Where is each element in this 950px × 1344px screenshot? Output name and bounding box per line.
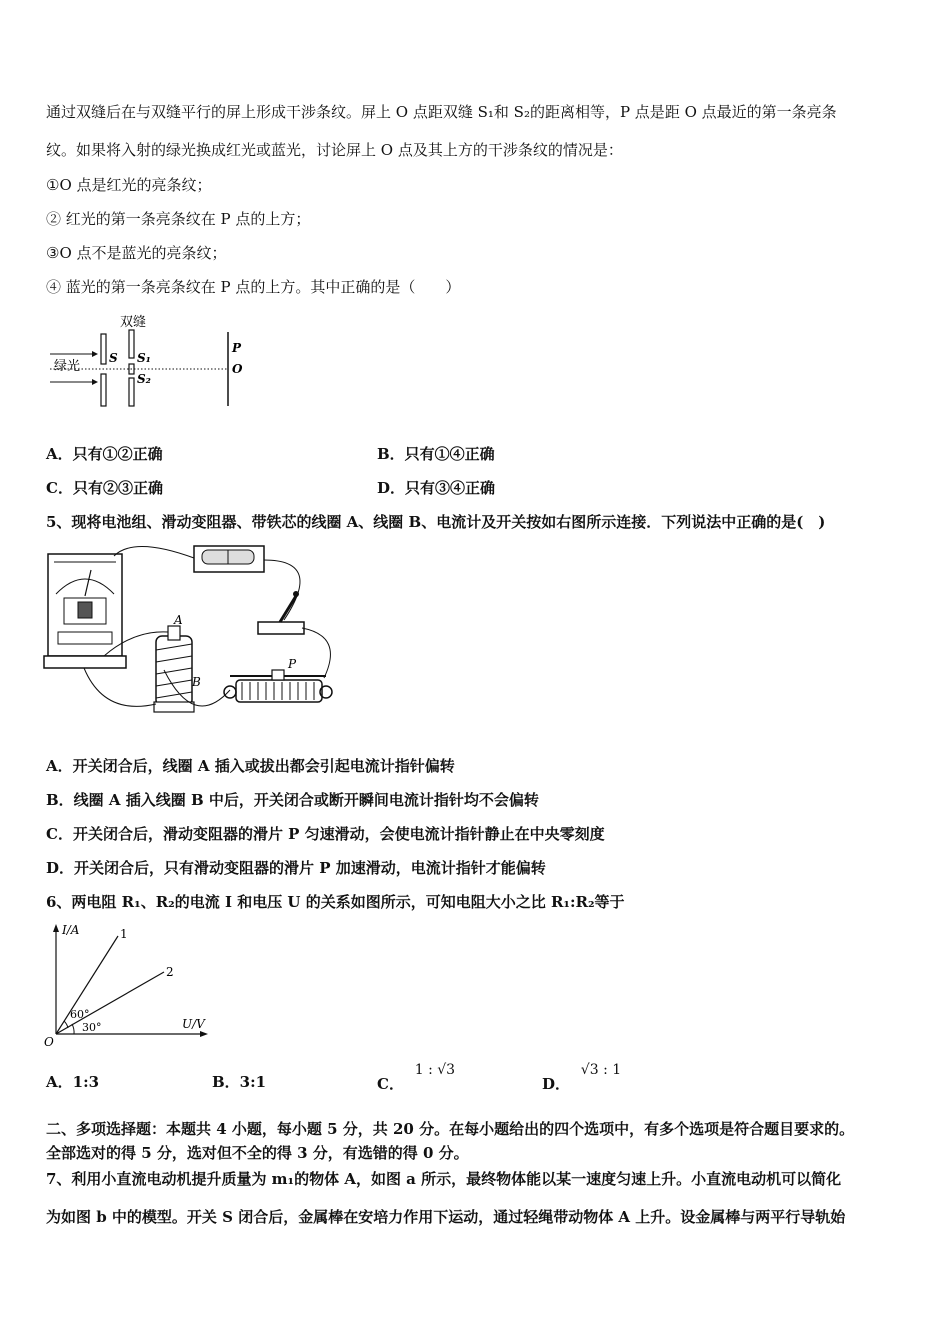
slit-s2-label: S₂ xyxy=(137,372,151,386)
q6-option-a[interactable]: A．1:3 xyxy=(46,1073,100,1091)
double-slit-diagram xyxy=(50,312,260,412)
q6-option-d-math: √3 : 1 xyxy=(580,1062,622,1078)
coil-b-label: B xyxy=(192,675,201,689)
q4-option-b[interactable]: B．只有①④正确 xyxy=(377,445,495,463)
q6-option-c[interactable] xyxy=(377,1062,455,1094)
slit-s-label: S xyxy=(109,351,118,365)
point-p-label: P xyxy=(232,341,242,355)
q5-option-a[interactable]: A．开关闭合后，线圈 A 插入或拔出都会引起电流计指针偏转 xyxy=(46,757,455,775)
q6-option-c-math: 1 : √3 xyxy=(414,1062,456,1078)
slider-p-label: P xyxy=(288,657,297,671)
x-axis-label: U/V xyxy=(182,1017,205,1031)
q7-line-1: 7、利用小直流电动机提升质量为 m₁的物体 A，如图 a 所示，最终物体能以某一速度匀速上升。小直流电动机可以简化 xyxy=(46,1170,842,1188)
q4-line-2: 纹。如果将入射的绿光换成红光或蓝光，讨论屏上 O 点及其上方的干涉条纹的情况是： xyxy=(46,141,623,159)
q4-line-1: 通过双缝后在与双缝平行的屏上形成干涉条纹。屏上 O 点距双缝 S₁和 S₂的距离相等，P 点是距 O 点最近的第一条亮条 xyxy=(46,103,837,121)
q4-option-a[interactable]: A．只有①②正确 xyxy=(46,445,163,463)
q6-option-d-label: D． xyxy=(542,1075,571,1093)
q6-option-d[interactable] xyxy=(542,1062,621,1094)
angle-30-label: 30° xyxy=(82,1021,102,1034)
q6-stem: 6、两电阻 R₁、R₂的电流 I 和电压 U 的关系如图所示，可知电阻大小之比 R₁:R₂等于 xyxy=(46,893,625,911)
angle-60-label: 60° xyxy=(70,1008,90,1021)
fig-title: 双缝 xyxy=(120,315,147,330)
q4-statement-4: ④ 蓝光的第一条亮条纹在 P 点的上方。其中正确的是（ ） xyxy=(46,278,461,296)
q4-statement-1: ①O 点是红光的亮条纹； xyxy=(46,176,212,194)
slit-s1-label: S₁ xyxy=(137,351,151,365)
electromagnetic-induction-apparatus xyxy=(44,540,344,735)
q4-statement-2: ② 红光的第一条亮条纹在 P 点的上方； xyxy=(46,210,311,228)
line-2-label: 2 xyxy=(166,965,174,979)
line-1-label: 1 xyxy=(120,927,128,941)
q6-option-c-label: C． xyxy=(377,1075,404,1093)
light-label: 绿光 xyxy=(54,359,81,374)
origin-label: O xyxy=(44,1035,54,1049)
q4-option-c[interactable]: C．只有②③正确 xyxy=(46,479,163,497)
q5-option-d[interactable]: D．开关闭合后，只有滑动变阻器的滑片 P 加速滑动，电流计指针才能偏转 xyxy=(46,859,546,877)
q4-statement-3: ③O 点不是蓝光的亮条纹； xyxy=(46,244,227,262)
i-u-graph xyxy=(44,924,214,1049)
point-o-label: O xyxy=(232,362,243,376)
q5-option-c[interactable]: C．开关闭合后，滑动变阻器的滑片 P 匀速滑动，会使电流计指针静止在中央零刻度 xyxy=(46,825,605,843)
section-2-line-1: 二、多项选择题：本题共 4 小题，每小题 5 分，共 20 分。在每小题给出的四个选项中，有多个选项是符合题目要求的。 xyxy=(46,1120,855,1138)
q6-option-b[interactable]: B．3:1 xyxy=(212,1073,267,1091)
q7-line-2: 为如图 b 中的模型。开关 S 闭合后，金属棒在安培力作用下运动，通过轻绳带动物体 A 上升。设金属棒与两平行导轨始 xyxy=(46,1208,846,1226)
y-axis-label: I/A xyxy=(62,923,80,937)
section-2-line-2: 全部选对的得 5 分，选对但不全的得 3 分，有选错的得 0 分。 xyxy=(46,1144,469,1162)
q4-option-d[interactable]: D．只有③④正确 xyxy=(377,479,496,497)
q5-stem: 5、现将电池组、滑动变阻器、带铁芯的线圈 A、线圈 B、电流计及开关按如右图所示连接．下列说法中正确的是( ) xyxy=(46,513,826,531)
coil-a-label: A xyxy=(174,613,183,627)
q5-option-b[interactable]: B．线圈 A 插入线圈 B 中后，开关闭合或断开瞬间电流计指针均不会偏转 xyxy=(46,791,539,809)
